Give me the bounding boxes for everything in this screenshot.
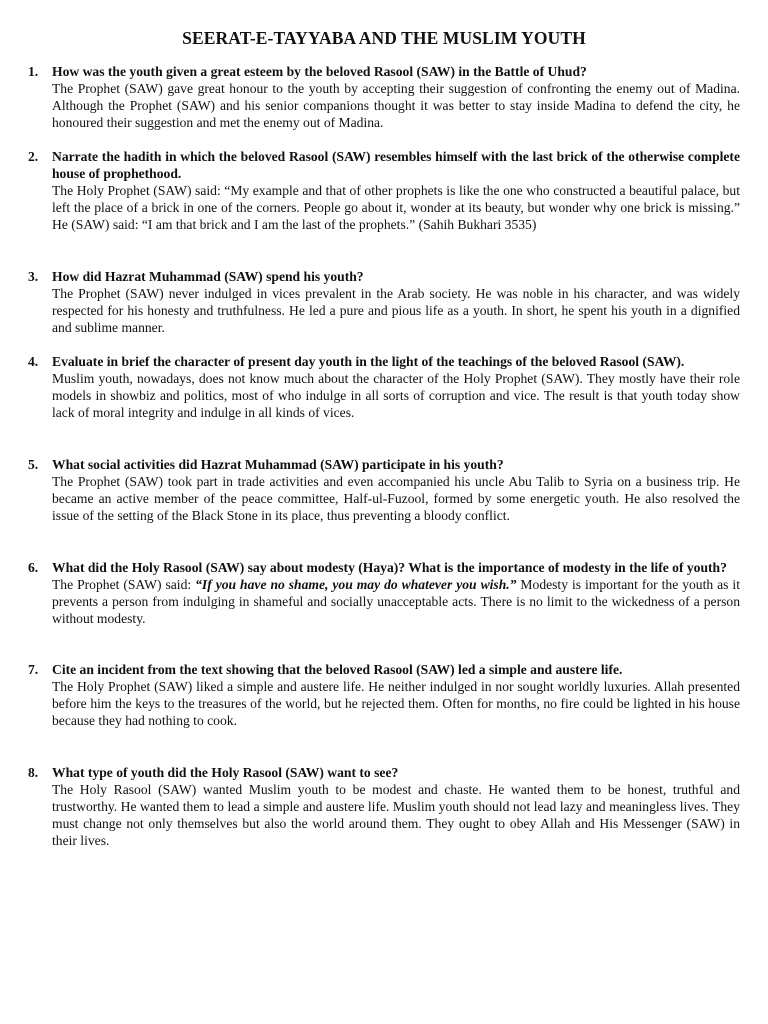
- item-number: 8.: [28, 765, 39, 780]
- qa-item-6: [28, 559, 740, 627]
- answer-text: The Prophet (SAW) gave great honour to the youth by accepting their suggestion of confronting the enemy out of Madina. Although the Prophet (SAW) and his senior companions thought it was better to stay inside Madina to defend the city, he honoured their suggestion and met the enemy out of Madina.: [52, 81, 740, 131]
- hadith-quote: “If you have no shame, you may do whatever you wish.”: [195, 577, 517, 593]
- qa-item-1: [28, 63, 740, 131]
- qa-item-8: [28, 764, 740, 849]
- question-text: How did Hazrat Muhammad (SAW) spend his youth?: [52, 269, 364, 284]
- question-text: Cite an incident from the text showing that the beloved Rasool (SAW) led a simple and austere life.: [52, 662, 623, 677]
- item-number: 3.: [28, 269, 39, 284]
- qa-item-7: [28, 661, 740, 729]
- answer-text: The Prophet (SAW) took part in trade activities and even accompanied his uncle Abu Talib to Syria on a business trip. He became an active member of the peace committee, Half-ul-Fuzool, formed by some energetic youth. He also resolved the issue of the setting of the Black Stone in its place, thus preventing a bloody conflict.: [52, 474, 740, 524]
- answer-text: The Holy Rasool (SAW) wanted Muslim youth to be modest and chaste. He wanted them to be honest, truthful and trustworthy. He wanted them to lead a simple and austere life. Muslim youth should not lead lazy and meaningless lives. They must change not only themselves but also the world around them. They ought to obey Allah and His Messenger (SAW) in their lives.: [52, 782, 740, 849]
- answer-prefix: The Prophet (SAW) said:: [52, 577, 196, 593]
- question-text: What did the Holy Rasool (SAW) say about modesty (Haya)? What is the importance of modesty in the life of youth?: [52, 560, 727, 575]
- answer-text: The Holy Prophet (SAW) liked a simple and austere life. He neither indulged in nor sought worldly luxuries. Allah presented before him the keys to the treasures of the world, but he rejected them. Often for months, no fire could be lighted in his house because they had nothing to cook.: [52, 679, 740, 729]
- item-number: 1.: [28, 64, 39, 79]
- qa-item-4: [28, 353, 740, 421]
- answer-text: The Prophet (SAW) never indulged in vices prevalent in the Arab society. He was noble in his character, and was widely respected for his honesty and truthfulness. He led a pure and pious life as a youth. In short, he spent his youth in a dignified and sublime manner.: [52, 286, 740, 336]
- question-text: What type of youth did the Holy Rasool (SAW) want to see?: [52, 765, 399, 780]
- answer-text: [52, 576, 740, 627]
- answer-text: Muslim youth, nowadays, does not know much about the character of the Holy Prophet (SAW). They mostly have their role models in showbiz and politics, most of who indulge in all sorts of corruption and vice. The result is that youth today show lack of moral integrity and indulge in all kinds of vices.: [52, 371, 740, 421]
- item-number: 5.: [28, 457, 39, 472]
- qa-item-3: [28, 268, 740, 336]
- item-number: 2.: [28, 149, 39, 164]
- item-number: 7.: [28, 662, 39, 677]
- page-title: SEERAT-E-TAYYABA AND THE MUSLIM YOUTH: [182, 28, 586, 48]
- answer-text: The Holy Prophet (SAW) said: “My example and that of other prophets is like the one who constructed a beautiful palace, but left the place of a brick in one of the corners. People go about it, wonder at its beauty, but wonder why one brick is missing.” He (SAW) said: “I am that brick and I am the last of the prophets.” (Sahih Bukhari 3535): [52, 183, 740, 233]
- question-text: How was the youth given a great esteem by the beloved Rasool (SAW) in the Battle of Uhud?: [52, 64, 587, 79]
- answer-suffix: Modesty is important for the youth as it prevents a person from indulging in shameful and socially unacceptable acts. There is no limit to the wickedness of a person without modesty.: [52, 577, 740, 627]
- qa-item-2: [28, 148, 740, 233]
- item-number: 6.: [28, 560, 39, 575]
- question-text: What social activities did Hazrat Muhammad (SAW) participate in his youth?: [52, 457, 504, 472]
- item-number: 4.: [28, 354, 39, 369]
- question-text: Evaluate in brief the character of present day youth in the light of the teachings of the beloved Rasool (SAW).: [52, 354, 685, 369]
- question-text: Narrate the hadith in which the beloved Rasool (SAW) resembles himself with the last brick of the otherwise complete house of prophethood.: [52, 149, 740, 182]
- qa-item-5: [28, 456, 740, 524]
